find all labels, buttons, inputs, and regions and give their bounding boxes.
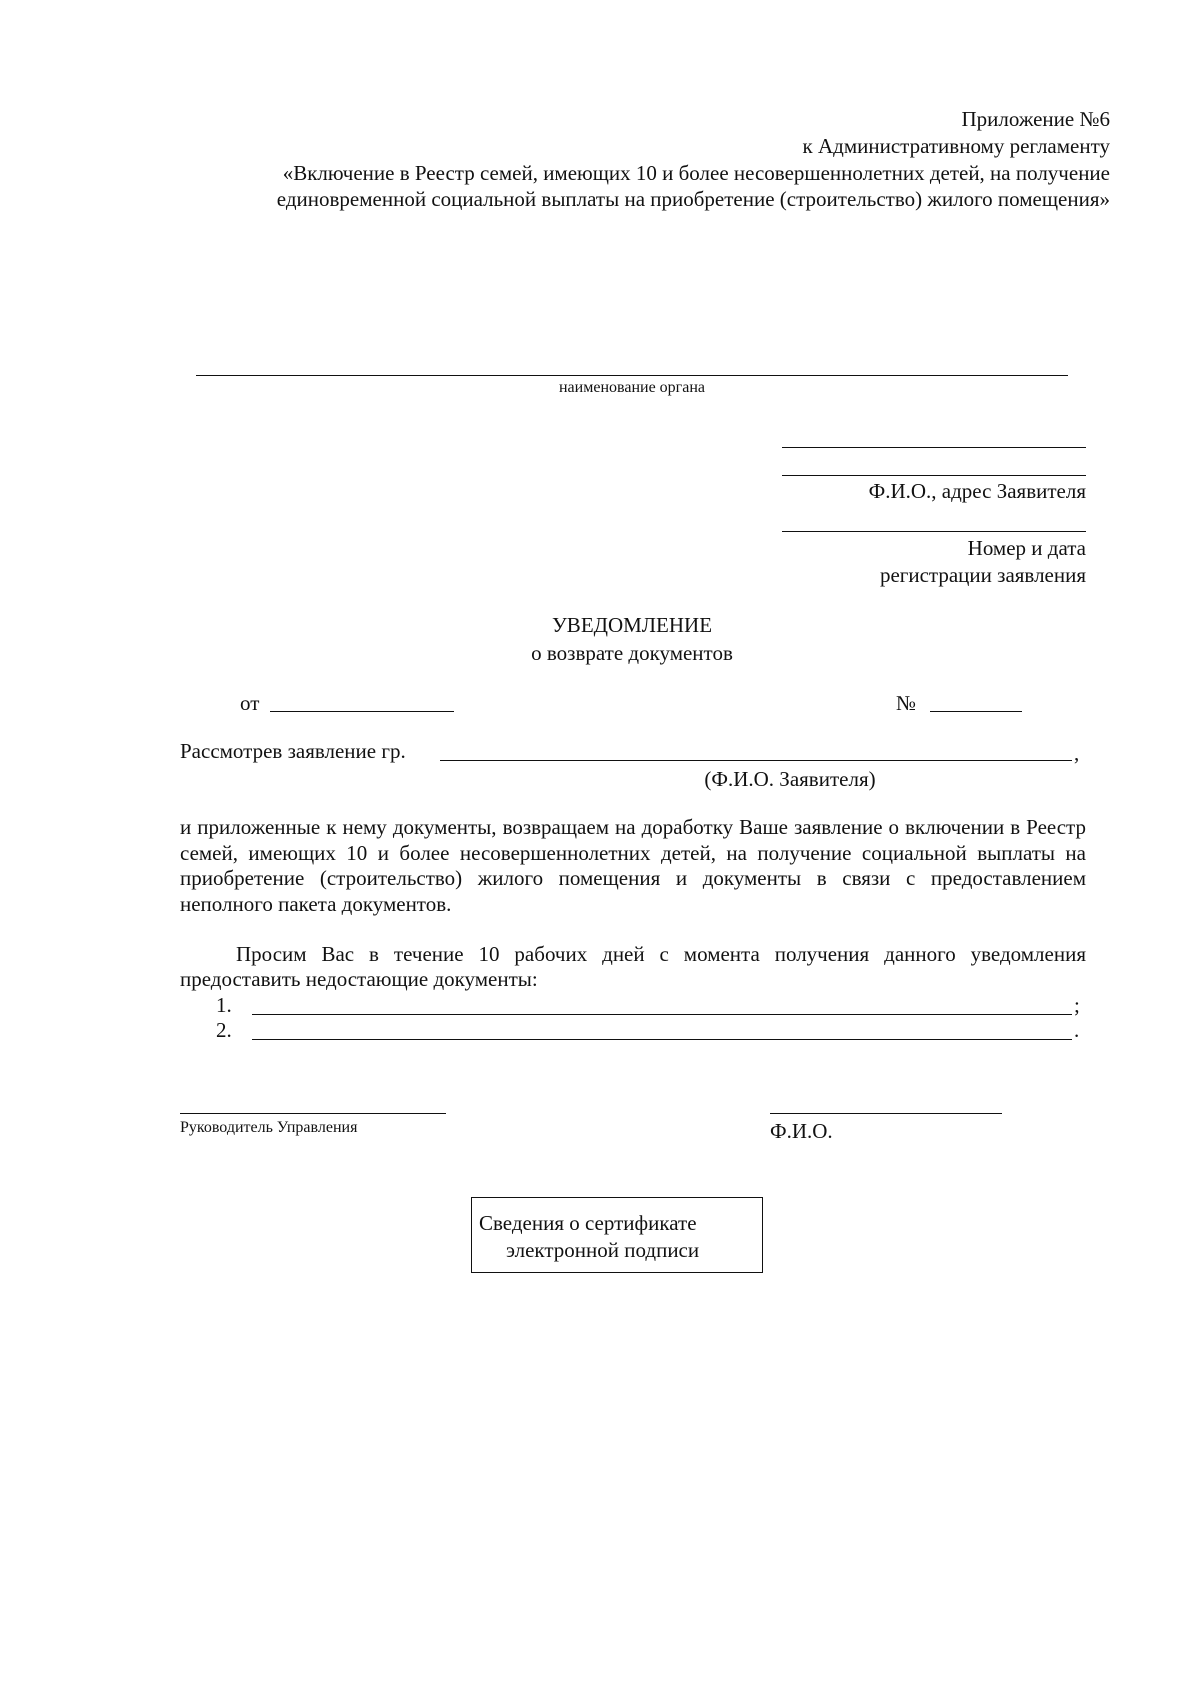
list-item-end-2: .	[1074, 1018, 1080, 1042]
registration-caption-line1: Номер и дата	[967, 536, 1086, 560]
notice-subtitle: о возврате документов	[531, 641, 733, 665]
date-line	[270, 711, 454, 712]
regulation-title-line1: «Включение в Реестр семей, имеющих 10 и более несовершеннолетних детей, на получение	[282, 161, 1110, 185]
fio-signature-line	[770, 1113, 1002, 1114]
list-item-end-1: ;	[1074, 993, 1080, 1017]
applicant-name-caption: (Ф.И.О. Заявителя)	[704, 767, 876, 791]
certificate-line2: электронной подписи	[506, 1238, 700, 1262]
head-caption: Руководитель Управления	[180, 1119, 358, 1136]
registration-line	[782, 531, 1086, 532]
applicant-line-1	[782, 447, 1086, 448]
request-paragraph-line2: предоставить недостающие документы:	[180, 967, 538, 991]
organ-name-caption: наименование органа	[558, 379, 705, 396]
from-label: от	[240, 691, 260, 715]
number-label: №	[896, 691, 917, 715]
number-line	[930, 711, 1022, 712]
considered-label: Рассмотрев заявление гр.	[180, 739, 406, 763]
list-item-line-2	[252, 1039, 1072, 1040]
organ-name-line	[196, 375, 1068, 376]
applicant-name-comma: ,	[1074, 741, 1080, 765]
request-paragraph-line1: Просим Вас в течение 10 рабочих дней с момента получения данного уведомления	[236, 942, 1086, 966]
certificate-line1: Сведения о сертификате	[479, 1211, 697, 1235]
list-item-number-2: 2.	[216, 1018, 232, 1042]
applicant-caption: Ф.И.О., адрес Заявителя	[868, 479, 1086, 503]
notice-title: УВЕДОМЛЕНИЕ	[551, 613, 713, 637]
applicant-line-2	[782, 475, 1086, 476]
applicant-name-line	[440, 760, 1072, 761]
head-signature-line	[180, 1113, 446, 1114]
regulation-reference: к Административному регламенту	[802, 134, 1110, 158]
list-item-line-1	[252, 1014, 1072, 1015]
regulation-title-line2: единовременной социальной выплаты на приобретение (строительство) жилого помещения»	[276, 187, 1110, 211]
registration-caption-line2: регистрации заявления	[879, 563, 1086, 587]
list-item-number-1: 1.	[216, 993, 232, 1017]
return-paragraph: и приложенные к нему документы, возвращаем на доработку Ваше заявление о включении в Реестр семей, имеющих 10 и более несовершеннолетних детей, на получение социальной выплаты на приобретение (строительство) жилого помещения и документы в связи с предоставлением неполного пакета документов.	[180, 815, 1086, 916]
certificate-box	[471, 1197, 763, 1273]
annex-number: Приложение №6	[961, 107, 1110, 131]
fio-caption: Ф.И.О.	[770, 1119, 833, 1143]
